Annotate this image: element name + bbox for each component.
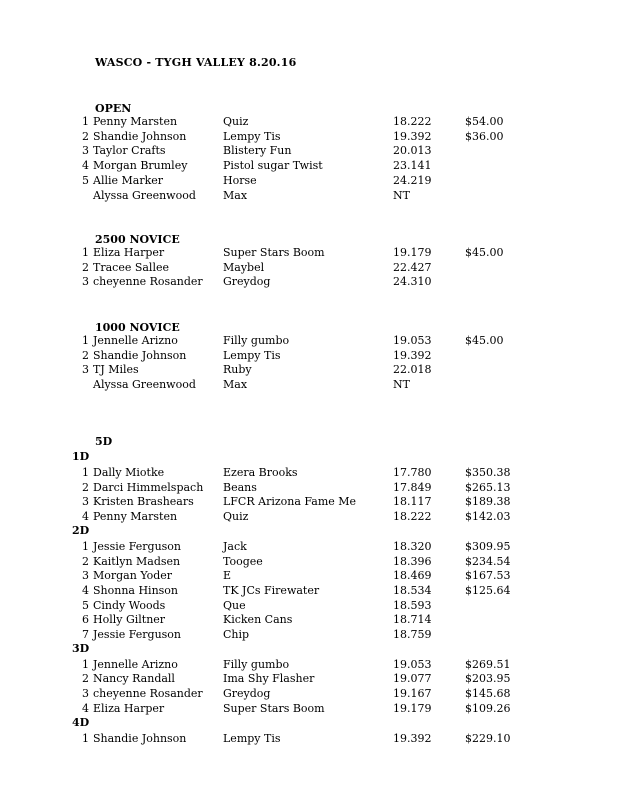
- time-cell: 18.117: [393, 495, 432, 509]
- division-heading: 2D: [72, 523, 90, 537]
- horse-cell: Ima Shy Flasher: [223, 672, 315, 686]
- result-row: [0, 554, 618, 569]
- time-cell: 19.392: [393, 348, 432, 362]
- horse-cell: TK JCs Firewater: [223, 583, 320, 597]
- horse-cell: Greydog: [223, 687, 271, 701]
- result-row: [0, 274, 618, 289]
- horse-cell: LFCR Arizona Fame Me: [223, 495, 357, 509]
- horse-cell: Kicken Cans: [223, 613, 293, 627]
- prize-cell: $234.54: [465, 554, 511, 568]
- prize-cell: $45.00: [465, 334, 504, 347]
- place-cell: 3: [82, 275, 89, 289]
- result-row: [0, 494, 618, 509]
- place-cell: 1: [82, 731, 89, 745]
- time-cell: 18.759: [393, 628, 432, 641]
- place-cell: 1: [82, 657, 89, 671]
- place-cell: 2: [82, 129, 89, 143]
- result-row: [0, 333, 618, 348]
- rider-cell: cheyenne Rosander: [93, 275, 203, 289]
- time-cell: 23.141: [393, 159, 432, 173]
- place-cell: 4: [82, 583, 89, 597]
- time-cell: 17.780: [393, 466, 432, 479]
- horse-cell: Toogee: [223, 554, 263, 568]
- result-row: [0, 245, 618, 260]
- place-cell: 1: [82, 539, 89, 553]
- horse-cell: Pistol sugar Twist: [223, 159, 323, 173]
- result-row: [0, 539, 618, 554]
- division-heading: 3D: [72, 641, 90, 655]
- result-row: [0, 348, 618, 363]
- horse-cell: Chip: [223, 628, 250, 641]
- horse-cell: E: [223, 569, 232, 583]
- rider-cell: Penny Marsten: [93, 510, 178, 524]
- result-row: [0, 627, 618, 642]
- place-cell: 3: [82, 569, 89, 583]
- time-cell: 18.396: [393, 554, 432, 568]
- result-row: [0, 377, 618, 392]
- time-cell: 19.179: [393, 701, 432, 715]
- horse-cell: Super Stars Boom: [223, 701, 325, 715]
- place-cell: 5: [82, 173, 89, 187]
- place-cell: 3: [82, 144, 89, 158]
- time-cell: 18.714: [393, 613, 432, 627]
- division-heading: 1D: [72, 450, 90, 463]
- time-cell: 18.593: [393, 598, 432, 612]
- place-cell: 3: [82, 687, 89, 701]
- rider-cell: Jessie Ferguson: [93, 539, 182, 553]
- prize-cell: $145.68: [465, 687, 511, 701]
- place-cell: 2: [82, 480, 89, 494]
- place-cell: 4: [82, 510, 89, 524]
- rider-cell: Nancy Randall: [93, 672, 175, 686]
- place-cell: 2: [82, 348, 89, 362]
- result-row: [0, 509, 618, 524]
- horse-cell: Max: [223, 378, 248, 392]
- place-cell: 2: [82, 554, 89, 568]
- prize-cell: $142.03: [465, 510, 511, 524]
- place-cell: 3: [82, 363, 89, 377]
- time-cell: 22.018: [393, 363, 432, 377]
- result-row: [0, 129, 618, 144]
- place-cell: 1: [82, 334, 89, 347]
- rider-cell: Kristen Brashears: [93, 495, 194, 509]
- division-heading: 4D: [72, 715, 90, 729]
- rider-cell: Allie Marker: [93, 173, 164, 187]
- time-cell: 24.219: [393, 173, 432, 187]
- result-row: [0, 143, 618, 158]
- result-row: [0, 465, 618, 480]
- rider-cell: cheyenne Rosander: [93, 687, 203, 701]
- rider-cell: Morgan Brumley: [93, 159, 188, 173]
- horse-cell: Maybel: [223, 260, 265, 274]
- result-row: [0, 188, 618, 203]
- horse-cell: Blistery Fun: [223, 144, 292, 158]
- result-row: [0, 701, 618, 716]
- place-cell: 4: [82, 701, 89, 715]
- place-cell: 1: [82, 466, 89, 479]
- result-row: [0, 583, 618, 598]
- place-cell: 7: [82, 628, 89, 641]
- place-cell: 2: [82, 260, 89, 274]
- horse-cell: Quiz: [223, 115, 249, 128]
- time-cell: 24.310: [393, 275, 432, 289]
- time-cell: 19.053: [393, 334, 432, 347]
- horse-cell: Beans: [223, 480, 257, 494]
- rider-cell: Morgan Yoder: [93, 569, 173, 583]
- result-row: [0, 114, 618, 129]
- time-cell: NT: [393, 378, 410, 392]
- time-cell: 17.849: [393, 480, 432, 494]
- prize-cell: $54.00: [465, 115, 504, 128]
- prize-cell: $109.26: [465, 701, 511, 715]
- rider-cell: Tracee Sallee: [93, 260, 169, 274]
- section-heading: 1000 NOVICE: [95, 321, 180, 334]
- prize-cell: $203.95: [465, 672, 511, 686]
- horse-cell: Que: [223, 598, 246, 612]
- rider-cell: Shonna Hinson: [93, 583, 179, 597]
- rider-cell: Penny Marsten: [93, 115, 178, 128]
- time-cell: 18.320: [393, 539, 432, 553]
- place-cell: 4: [82, 159, 89, 173]
- rider-cell: Taylor Crafts: [93, 144, 166, 158]
- result-row: [0, 158, 618, 173]
- time-cell: 20.013: [393, 144, 432, 158]
- result-row: [0, 671, 618, 686]
- horse-cell: Jack: [223, 539, 247, 553]
- horse-cell: Filly gumbo: [223, 334, 290, 347]
- rider-cell: Holly Giltner: [93, 613, 166, 627]
- prize-cell: $36.00: [465, 129, 504, 143]
- prize-cell: $269.51: [465, 657, 511, 671]
- time-cell: 18.222: [393, 115, 432, 128]
- place-cell: 6: [82, 613, 89, 627]
- time-cell: 19.392: [393, 129, 432, 143]
- rider-cell: Eliza Harper: [93, 246, 165, 259]
- section-heading-5d: 5D: [95, 435, 113, 448]
- place-cell: 1: [82, 115, 89, 128]
- section-heading: 2500 NOVICE: [95, 233, 180, 246]
- time-cell: 18.534: [393, 583, 432, 597]
- prize-cell: $229.10: [465, 731, 511, 745]
- time-cell: 19.167: [393, 687, 432, 701]
- place-cell: 2: [82, 672, 89, 686]
- rider-cell: Cindy Woods: [93, 598, 166, 612]
- horse-cell: Lempy Tis: [223, 731, 281, 745]
- rider-cell: Darci Himmelspach: [93, 480, 204, 494]
- horse-cell: Ezera Brooks: [223, 466, 298, 479]
- time-cell: 18.469: [393, 569, 432, 583]
- place-cell: 1: [82, 246, 89, 259]
- time-cell: 19.392: [393, 731, 432, 745]
- horse-cell: Filly gumbo: [223, 657, 290, 671]
- rider-cell: Jennelle Arizno: [93, 657, 178, 671]
- rider-cell: Jennelle Arizno: [93, 334, 178, 347]
- horse-cell: Super Stars Boom: [223, 246, 325, 259]
- horse-cell: Ruby: [223, 363, 252, 377]
- prize-cell: $167.53: [465, 569, 511, 583]
- result-row: [0, 362, 618, 377]
- rider-cell: Eliza Harper: [93, 701, 165, 715]
- result-row: [0, 173, 618, 188]
- rider-cell: Shandie Johnson: [93, 731, 187, 745]
- result-row: [0, 598, 618, 613]
- rider-cell: Kaitlyn Madsen: [93, 554, 181, 568]
- horse-cell: Horse: [223, 173, 257, 187]
- prize-cell: $350.38: [465, 466, 511, 479]
- time-cell: 18.222: [393, 510, 432, 524]
- horse-cell: Quiz: [223, 510, 249, 524]
- result-row: [0, 480, 618, 495]
- rider-cell: Shandie Johnson: [93, 129, 187, 143]
- page-title: WASCO - TYGH VALLEY 8.20.16: [95, 56, 297, 69]
- rider-cell: TJ Miles: [93, 363, 139, 377]
- result-row: [0, 568, 618, 583]
- section-heading: OPEN: [95, 102, 132, 115]
- time-cell: NT: [393, 188, 410, 202]
- time-cell: 19.053: [393, 657, 432, 671]
- prize-cell: $45.00: [465, 246, 504, 259]
- result-row: [0, 686, 618, 701]
- rider-cell: Shandie Johnson: [93, 348, 187, 362]
- horse-cell: Max: [223, 188, 248, 202]
- time-cell: 19.179: [393, 246, 432, 259]
- prize-cell: $265.13: [465, 480, 511, 494]
- prize-cell: $309.95: [465, 539, 511, 553]
- time-cell: 19.077: [393, 672, 432, 686]
- place-cell: 5: [82, 598, 89, 612]
- rider-cell: Alyssa Greenwood: [93, 188, 196, 202]
- prize-cell: $189.38: [465, 495, 511, 509]
- horse-cell: Lempy Tis: [223, 348, 281, 362]
- result-row: [0, 731, 618, 746]
- prize-cell: $125.64: [465, 583, 511, 597]
- rider-cell: Jessie Ferguson: [93, 628, 182, 641]
- horse-cell: Lempy Tis: [223, 129, 281, 143]
- time-cell: 22.427: [393, 260, 432, 274]
- result-row: [0, 612, 618, 627]
- result-row: [0, 657, 618, 672]
- result-row: [0, 260, 618, 275]
- rider-cell: Dally Miotke: [93, 466, 165, 479]
- rider-cell: Alyssa Greenwood: [93, 378, 196, 392]
- place-cell: 3: [82, 495, 89, 509]
- horse-cell: Greydog: [223, 275, 271, 289]
